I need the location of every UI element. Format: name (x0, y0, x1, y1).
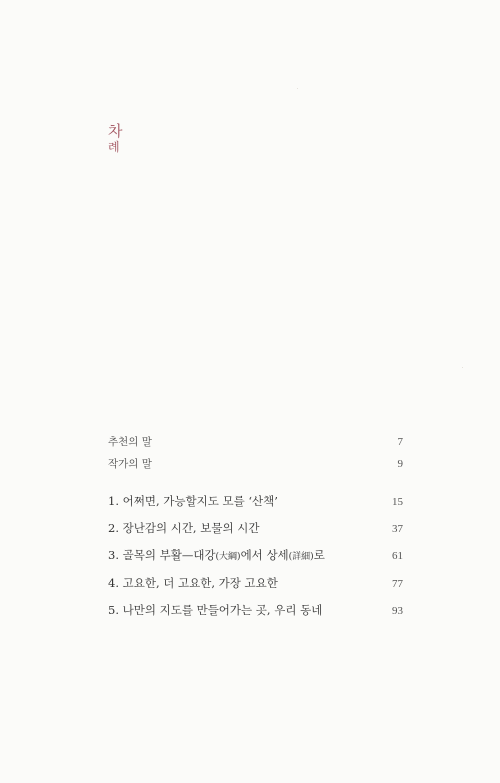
entry-title: 2. 장난감의 시간, 보물의 시간 (108, 521, 260, 535)
entry-title-hanja-2: (詳細) (288, 552, 314, 562)
entry-page-number: 9 (397, 458, 403, 470)
entry-page-number: 7 (397, 436, 403, 448)
entry-page-number: 77 (392, 578, 403, 590)
entry-title: 작가의 말 (108, 458, 152, 470)
entry-title: 4. 고요한, 더 고요한, 가장 고요한 (108, 576, 278, 590)
toc-entry-chapter-5[interactable] (108, 602, 403, 618)
paper-speck (462, 367, 463, 368)
toc-entry-chapter-1[interactable] (108, 493, 403, 509)
entry-title-hanja-1: (大綱) (215, 552, 241, 562)
entry-title: 1. 어쩌면, 가능할지도 모를 ‘산책’ (108, 494, 278, 508)
entry-title-part-3: 로 (313, 548, 325, 562)
entry-page-number: 15 (392, 496, 403, 508)
entry-page-number: 37 (392, 523, 403, 535)
toc-entry-chapter-4[interactable] (108, 575, 403, 591)
toc-entry-chapter-3[interactable] (108, 547, 403, 563)
entry-title (108, 547, 325, 563)
entry-title-part-2: 에서 상세 (240, 548, 289, 562)
entry-title: 추천의 말 (108, 436, 152, 448)
toc-entry-foreword[interactable] (108, 434, 403, 449)
toc-heading-char-1: 차 (108, 122, 123, 140)
toc-entry-author-note[interactable] (108, 456, 403, 471)
paper-speck (297, 88, 298, 89)
entry-title-part-1: 3. 골목의 부활—대강 (108, 548, 216, 562)
entry-title: 5. 나만의 지도를 만들어가는 곳, 우리 동네 (108, 603, 323, 617)
toc-heading (108, 124, 123, 153)
toc-entry-chapter-2[interactable] (108, 520, 403, 536)
entry-page-number: 61 (392, 550, 403, 562)
entry-page-number: 93 (392, 605, 403, 617)
toc-heading-char-2: 례 (108, 140, 120, 154)
